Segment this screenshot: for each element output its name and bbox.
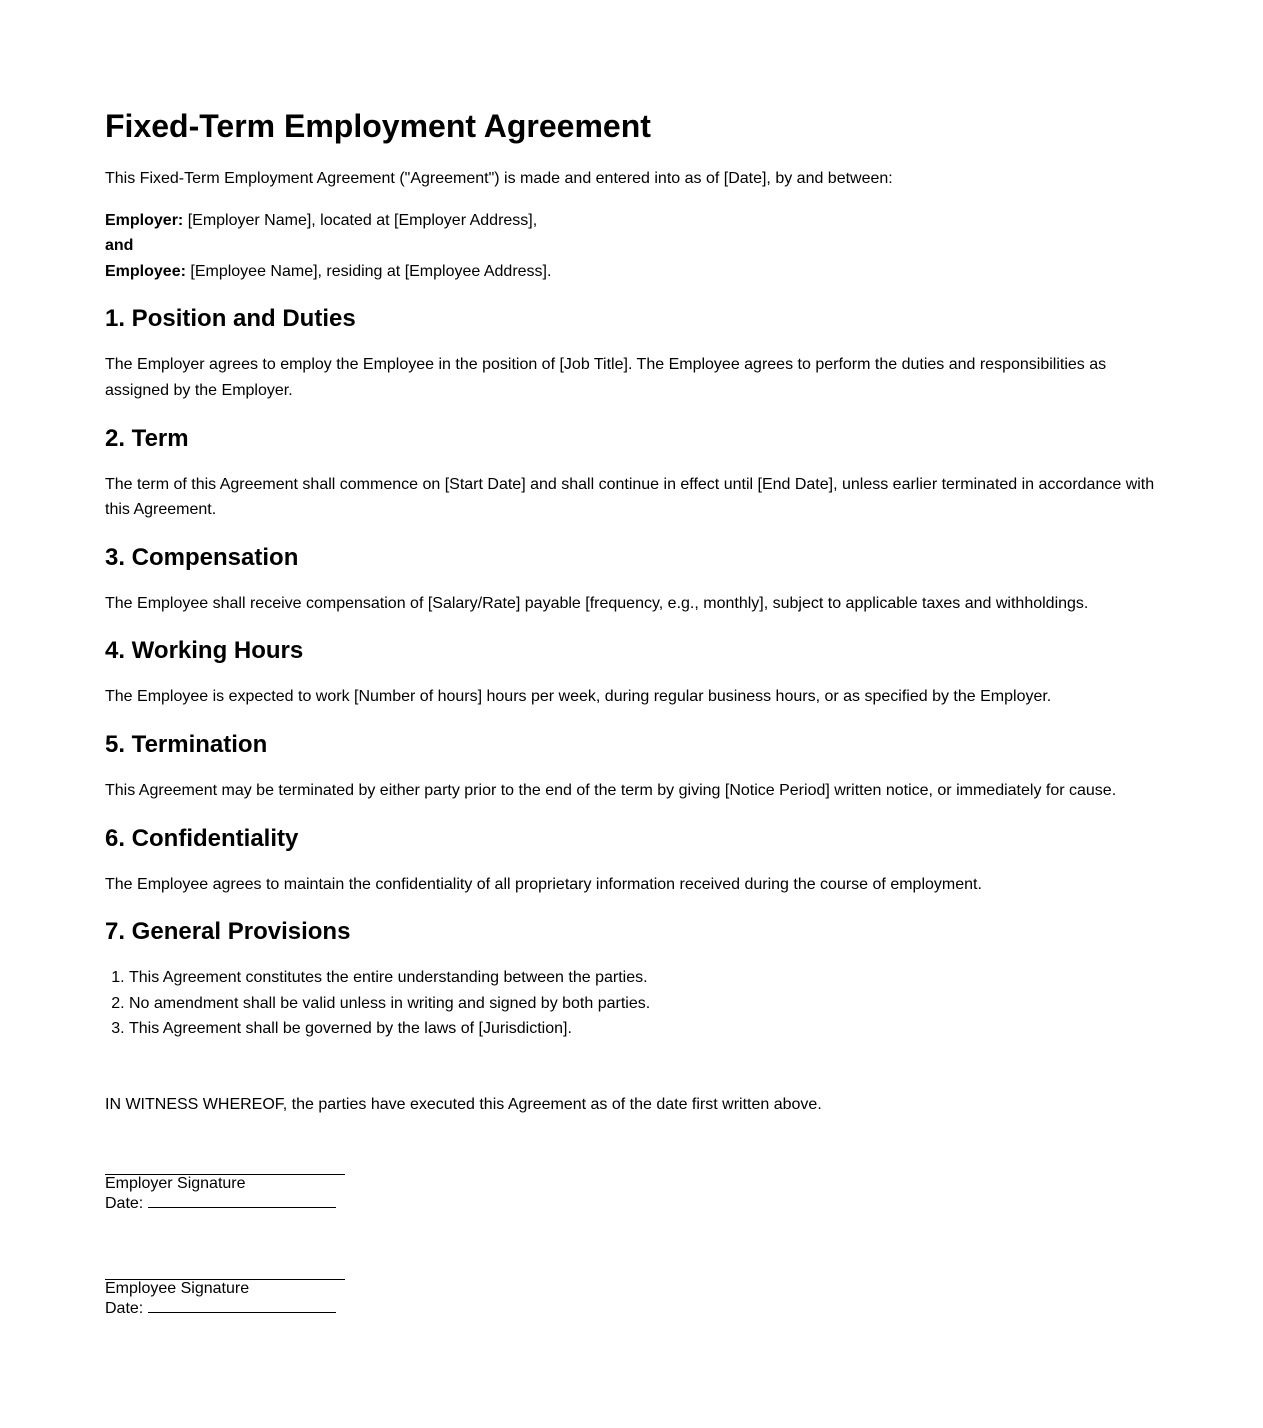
section-general-provisions	[105, 917, 1158, 1042]
employer-line	[105, 208, 1158, 234]
and-line	[105, 233, 1158, 259]
signature-label: Employee Signature	[105, 1279, 250, 1297]
intro-paragraph: This Fixed-Term Employment Agreement ("Agreement") is made and entered into as of [Date], by and between:	[105, 170, 893, 187]
list-item: 1. This Agreement constitutes the entire understanding between the parties.	[129, 965, 1158, 991]
section-termination	[105, 730, 1158, 804]
section-heading: 5. Termination	[105, 730, 268, 758]
section-compensation	[105, 543, 1158, 617]
section-working-hours	[105, 636, 1158, 710]
date-row	[105, 1298, 1158, 1318]
date-line	[148, 1298, 336, 1313]
section-position-duties	[105, 304, 1158, 403]
section-body: This Agreement may be terminated by either party prior to the end of the term by giving [Notice Period] written notice, or immediately for cause.	[105, 781, 1117, 799]
and-label: and	[105, 237, 134, 255]
employee-details: [Employee Name], residing at [Employee Address].	[185, 262, 552, 280]
employer-signature-block	[105, 1158, 1158, 1213]
section-confidentiality	[105, 824, 1158, 898]
parties-block	[105, 208, 1158, 285]
section-body: The Employee agrees to maintain the confidentiality of all proprietary information received during the course of employment.	[105, 875, 982, 893]
document-title: Fixed-Term Employment Agreement	[105, 108, 651, 144]
signature-line	[105, 1263, 345, 1280]
section-heading: 3. Compensation	[105, 543, 299, 571]
section-body: The term of this Agreement shall commence on [Start Date] and shall continue in effect until [End Date], unless earlier terminated in accordance with this Agreement.	[105, 475, 1155, 519]
section-term	[105, 424, 1158, 523]
section-body: The Employee is expected to work [Number of hours] hours per week, during regular business hours, or as specified by the Employer.	[105, 688, 1052, 706]
signature-line	[105, 1158, 345, 1175]
section-heading: 2. Term	[105, 424, 189, 452]
employer-details: [Employer Name], located at [Employer Address],	[183, 211, 538, 229]
section-body: The Employee shall receive compensation of [Salary/Rate] payable [frequency, e.g., monthly], subject to applicable taxes and withholdings.	[105, 594, 1089, 612]
employee-signature-block	[105, 1263, 1158, 1318]
date-label: Date:	[105, 1299, 148, 1317]
section-body: The Employer agrees to employ the Employee in the position of [Job Title]. The Employee agrees to perform the duties and responsibilities as assigned by the Employer.	[105, 356, 1107, 399]
employer-label: Employer:	[105, 211, 184, 229]
date-label: Date:	[105, 1194, 148, 1212]
provisions-list	[105, 965, 1158, 1042]
section-heading: 1. Position and Duties	[105, 305, 356, 333]
date-line	[148, 1193, 336, 1208]
employee-label: Employee:	[105, 262, 186, 280]
list-item: 2. No amendment shall be valid unless in writing and signed by both parties.	[129, 991, 1158, 1017]
witness-statement: IN WITNESS WHEREOF, the parties have executed this Agreement as of the date first written above.	[105, 1095, 822, 1113]
employee-line	[105, 259, 1158, 285]
date-row	[105, 1193, 1158, 1213]
signature-label: Employer Signature	[105, 1174, 246, 1192]
section-heading: 4. Working Hours	[105, 637, 304, 665]
section-heading: 6. Confidentiality	[105, 824, 299, 852]
list-item: 3. This Agreement shall be governed by the laws of [Jurisdiction].	[129, 1016, 1158, 1042]
section-heading: 7. General Provisions	[105, 918, 351, 946]
